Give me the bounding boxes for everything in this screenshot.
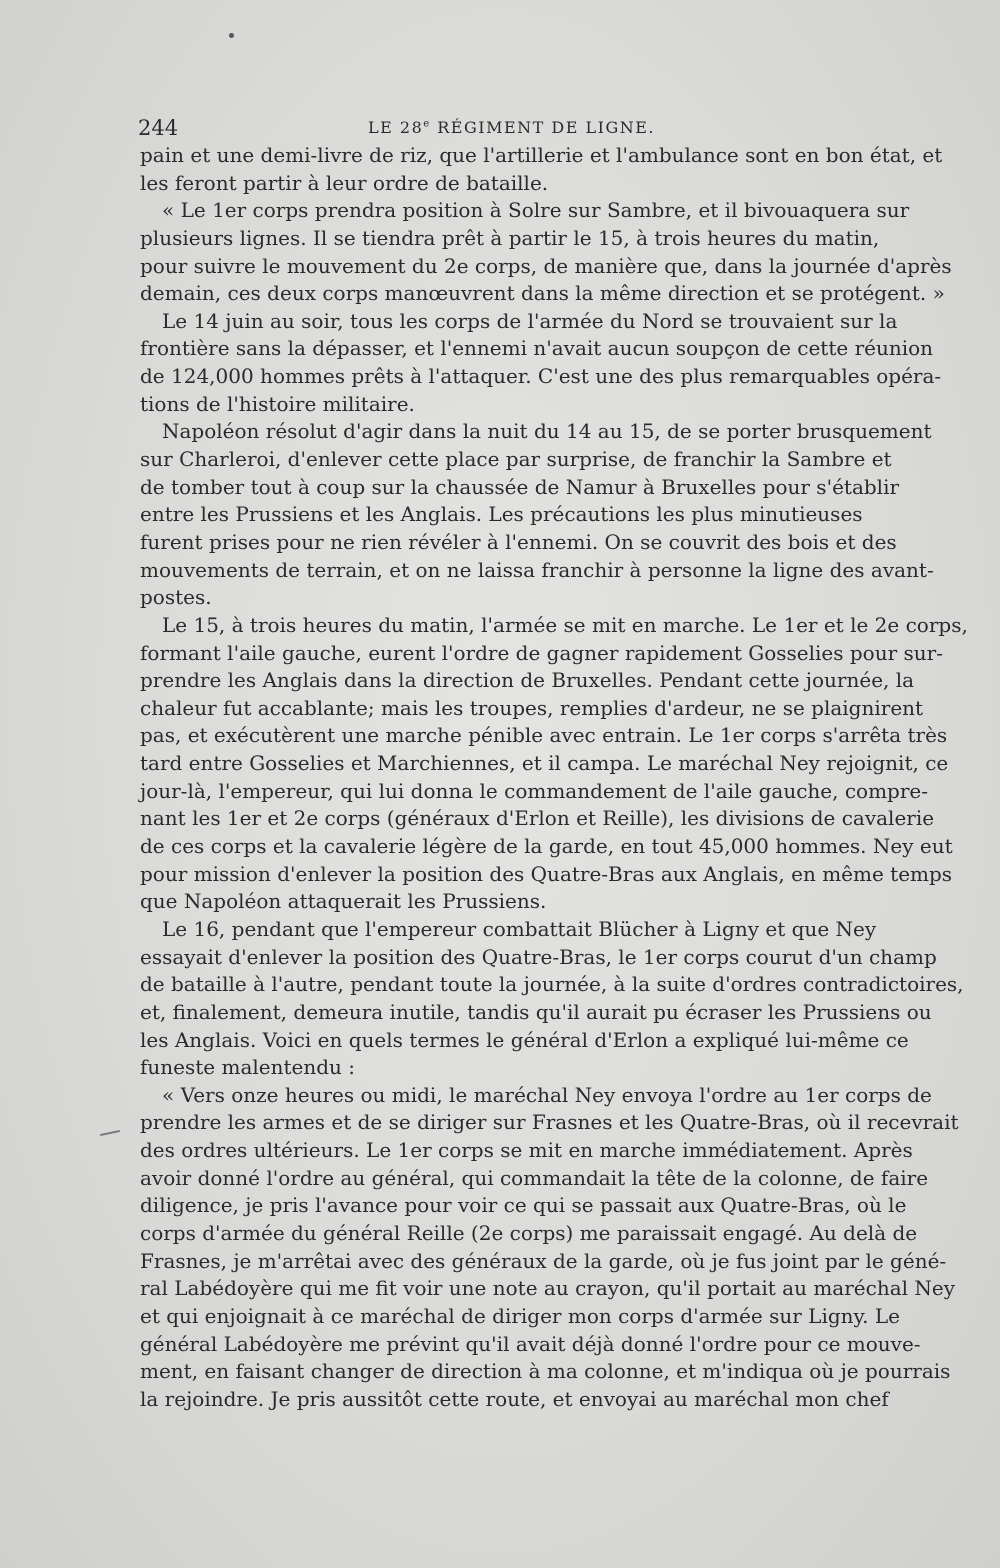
page-header — [138, 116, 838, 140]
text-line: frontière sans la dépasser, et l'ennemi n'avait aucun soupçon de cette réunion — [140, 336, 934, 361]
text-line: de ces corps et la cavalerie légère de la garde, en tout 45,000 hommes. Ney eut — [140, 834, 953, 859]
text-line: des ordres ultérieurs. Le 1er corps se mit en marche immédiatement. Après — [140, 1138, 913, 1163]
text-line: général Labédoyère me prévint qu'il avait déjà donné l'ordre pour ce mouve- — [140, 1331, 921, 1356]
text-line: prendre les armes et de se diriger sur Frasnes et les Quatre-Bras, où il recevrait — [140, 1110, 959, 1135]
text-line: diligence, je pris l'avance pour voir ce qui se passait aux Quatre-Bras, où le — [140, 1193, 907, 1218]
page-body — [140, 142, 968, 1413]
text-line: pour mission d'enlever la position des Quatre-Bras aux Anglais, en même temps — [140, 861, 953, 886]
text-line: funeste malentendu : — [140, 1055, 356, 1080]
text-line: chaleur fut accablante; mais les troupes, remplies d'ardeur, ne se plaignirent — [140, 695, 924, 720]
text-line: « Vers onze heures ou midi, le maréchal Ney envoya l'ordre au 1er corps de — [162, 1082, 932, 1107]
text-line: de bataille à l'autre, pendant toute la journée, à la suite d'ordres contradictoires, — [140, 972, 964, 997]
text-line: Le 14 juin au soir, tous les corps de l'armée du Nord se trouvaient sur la — [162, 308, 898, 333]
text-line: les feront partir à leur ordre de bataille. — [140, 170, 549, 195]
text-line: « Le 1er corps prendra position à Solre sur Sambre, et il bivouaquera sur — [162, 198, 910, 223]
text-line: tions de l'histoire militaire. — [140, 391, 415, 416]
text-line: la rejoindre. Je pris aussitôt cette route, et envoyai au maréchal mon chef — [140, 1386, 889, 1411]
text-line: les Anglais. Voici en quels termes le général d'Erlon a expliqué lui-même ce — [140, 1027, 909, 1052]
page-number: 244 — [138, 116, 179, 140]
text-line: entre les Prussiens et les Anglais. Les précautions les plus minutieuses — [140, 502, 863, 527]
text-line: et, finalement, demeura inutile, tandis qu'il aurait pu écraser les Prussiens ou — [140, 999, 932, 1024]
text-line: plusieurs lignes. Il se tiendra prêt à partir le 15, à trois heures du matin, — [140, 225, 880, 250]
text-line: postes. — [140, 585, 212, 610]
text-line: furent prises pour ne rien révéler à l'ennemi. On se couvrit des bois et des — [140, 529, 897, 554]
text-line: pain et une demi-livre de riz, que l'artillerie et l'ambulance sont en bon état, et — [140, 143, 943, 167]
text-line: mouvements de terrain, et on ne laissa franchir à personne la ligne des avant- — [140, 557, 934, 582]
text-line: et qui enjoignait à ce maréchal de diriger mon corps d'armée sur Ligny. Le — [140, 1303, 900, 1328]
text-line: jour-là, l'empereur, qui lui donna le commandement de l'aile gauche, compre- — [140, 778, 929, 803]
text-line: corps d'armée du général Reille (2e corps) me paraissait engagé. Au delà de — [140, 1220, 918, 1245]
text-line: avoir donné l'ordre au général, qui commandait la tête de la colonne, de faire — [140, 1165, 929, 1190]
text-line: nant les 1er et 2e corps (généraux d'Erlon et Reille), les divisions de cavalerie — [140, 806, 935, 831]
text-line: Frasnes, je m'arrêtai avec des généraux de la garde, où je fus joint par le géné- — [140, 1248, 947, 1273]
text-line: ment, en faisant changer de direction à ma colonne, et m'indiqua où je pourrais — [140, 1359, 951, 1384]
text-line: Le 16, pendant que l'empereur combattait Blücher à Ligny et que Ney — [162, 916, 877, 941]
text-line: pas, et exécutèrent une marche pénible avec entrain. Le 1er corps s'arrêta très — [140, 723, 948, 748]
text-line: formant l'aile gauche, eurent l'ordre de gagner rapidement Gosselies pour sur- — [140, 640, 943, 665]
text-line: essayait d'enlever la position des Quatre-Bras, le 1er corps courut d'un champ — [140, 944, 937, 969]
margin-mark — [100, 1130, 120, 1136]
running-head: LE 28e RÉGIMENT DE LIGNE. — [368, 118, 655, 137]
text-line: prendre les Anglais dans la direction de Bruxelles. Pendant cette journée, la — [140, 668, 915, 693]
text-line: de tomber tout à coup sur la chaussée de Namur à Bruxelles pour s'établir — [140, 474, 900, 499]
text-line: tard entre Gosselies et Marchiennes, et il campa. Le maréchal Ney rejoignit, ce — [140, 751, 949, 776]
text-line: ral Labédoyère qui me fit voir une note au crayon, qu'il portait au maréchal Ney — [140, 1276, 956, 1301]
text-line: sur Charleroi, d'enlever cette place par surprise, de franchir la Sambre et — [140, 447, 892, 472]
text-line: Le 15, à trois heures du matin, l'armée se mit en marche. Le 1er et le 2e corps, — [162, 612, 968, 637]
text-line: demain, ces deux corps manœuvrent dans la même direction et se protégent. » — [140, 281, 945, 306]
text-line: que Napoléon attaquerait les Prussiens. — [140, 889, 547, 914]
ink-dot — [229, 33, 234, 38]
text-line: de 124,000 hommes prêts à l'attaquer. C'est une des plus remarquables opéra- — [140, 364, 942, 389]
text-line: Napoléon résolut d'agir dans la nuit du 14 au 15, de se porter brusquement — [162, 419, 932, 444]
text-line: pour suivre le mouvement du 2e corps, de manière que, dans la journée d'après — [140, 253, 952, 278]
